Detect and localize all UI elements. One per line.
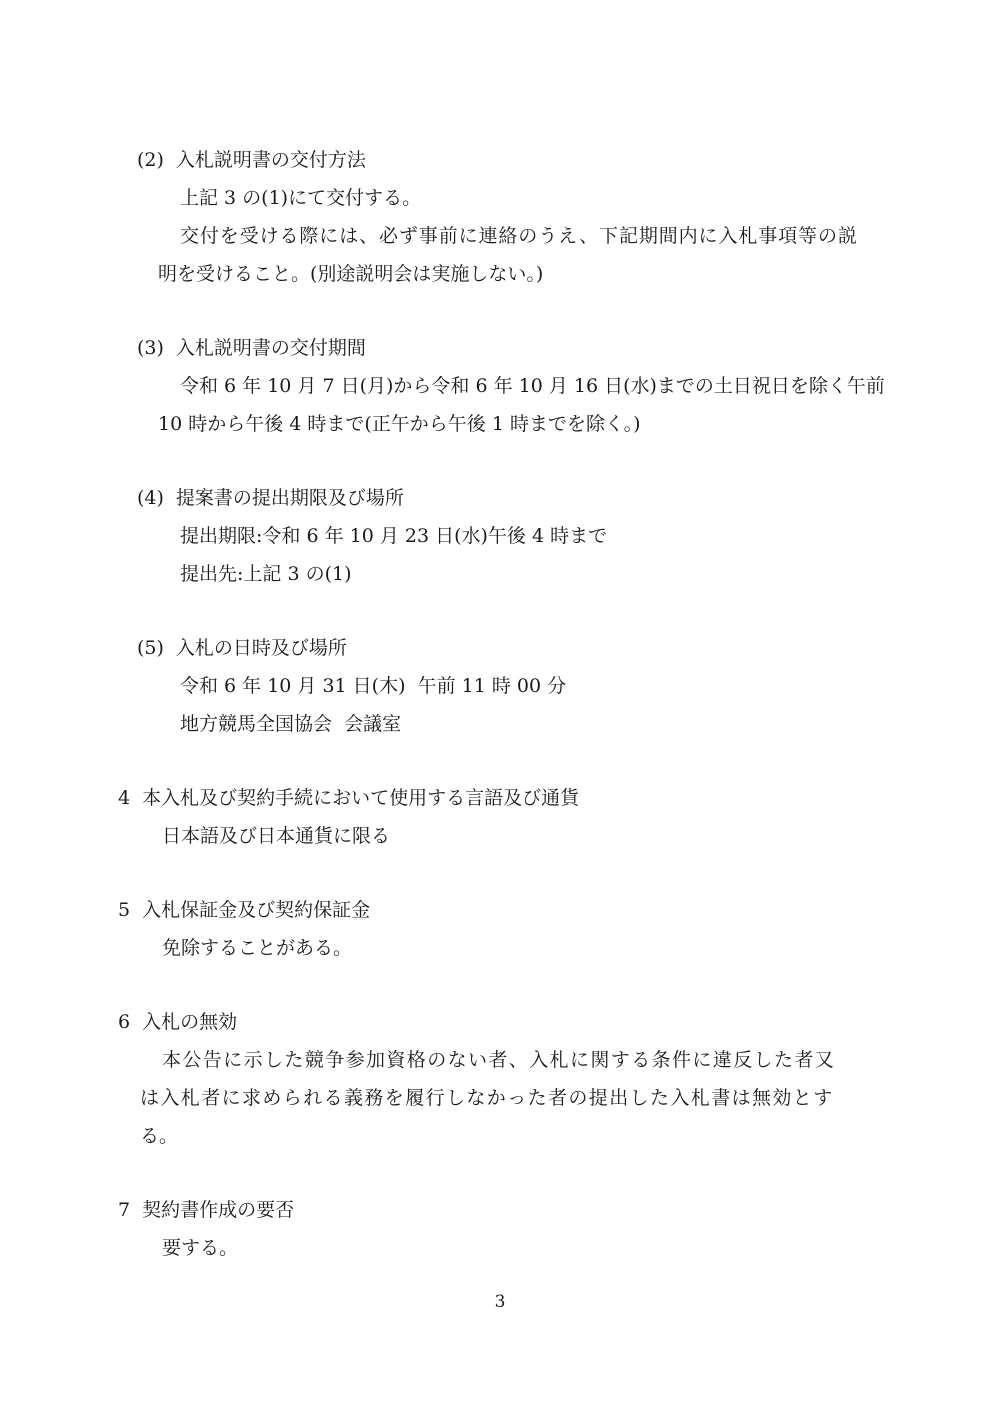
section-2-heading bbox=[137, 148, 366, 172]
item-number: 5 bbox=[118, 899, 131, 921]
item-5-line-1: 免除することがある。 bbox=[162, 937, 353, 959]
item-6-line-1: 本公告に示した競争参加資格のない者、入札に関する条件に違反した者又 bbox=[162, 1049, 836, 1071]
item-title: 入札の無効 bbox=[142, 1011, 238, 1033]
item-7-line-1: 要する。 bbox=[162, 1237, 239, 1259]
item-7-heading bbox=[118, 1198, 294, 1222]
section-title: 提案書の提出期限及び場所 bbox=[175, 487, 404, 509]
section-2-line-2: 交付を受ける際には、必ず事前に連絡のうえ、下記期間内に入札事項等の説 bbox=[180, 225, 858, 247]
item-6-line-2: は入札者に求められる義務を履行しなかった者の提出した入札書は無効とす bbox=[140, 1087, 834, 1109]
item-4-line-1: 日本語及び日本通貨に限る bbox=[162, 825, 391, 847]
section-4-line-2: 提出先:上記 3 の(1) bbox=[180, 563, 352, 585]
page-number: 3 bbox=[494, 1292, 506, 1312]
item-number: 4 bbox=[118, 787, 131, 809]
section-5-line-2: 地方競馬全国協会 会議室 bbox=[180, 713, 402, 735]
section-number: (4) bbox=[137, 487, 164, 509]
section-title: 入札説明書の交付方法 bbox=[175, 149, 366, 171]
item-number: 7 bbox=[118, 1199, 131, 1221]
section-4-line-1: 提出期限:令和 6 年 10 月 23 日(水)午後 4 時まで bbox=[180, 525, 608, 547]
item-5-heading bbox=[118, 898, 370, 922]
section-3-line-2: 10 時から午後 4 時まで(正午から午後 1 時までを除く。) bbox=[158, 413, 641, 435]
item-6-line-3: る。 bbox=[140, 1125, 179, 1147]
section-number: (5) bbox=[137, 637, 164, 659]
item-6-heading bbox=[118, 1010, 237, 1034]
item-title: 本入札及び契約手続において使用する言語及び通貨 bbox=[142, 787, 580, 809]
section-title: 入札説明書の交付期間 bbox=[175, 337, 366, 359]
section-3-line-1: 令和 6 年 10 月 7 日(月)から令和 6 年 10 月 16 日(水)までの土日祝日を除く午前 bbox=[180, 375, 885, 397]
section-3-heading bbox=[137, 336, 366, 360]
section-2-line-1: 上記 3 の(1)にて交付する。 bbox=[180, 187, 422, 209]
item-number: 6 bbox=[118, 1011, 131, 1033]
section-5-line-1: 令和 6 年 10 月 31 日(木) 午前 11 時 00 分 bbox=[180, 675, 567, 697]
section-number: (3) bbox=[137, 337, 164, 359]
section-title: 入札の日時及び場所 bbox=[175, 637, 347, 659]
section-4-heading bbox=[137, 486, 404, 510]
item-title: 契約書作成の要否 bbox=[142, 1199, 295, 1221]
section-5-heading bbox=[137, 636, 347, 660]
item-title: 入札保証金及び契約保証金 bbox=[142, 899, 371, 921]
item-4-heading bbox=[118, 786, 579, 810]
section-2-line-3: 明を受けること。(別途説明会は実施しない。) bbox=[158, 263, 544, 285]
section-number: (2) bbox=[137, 149, 164, 171]
